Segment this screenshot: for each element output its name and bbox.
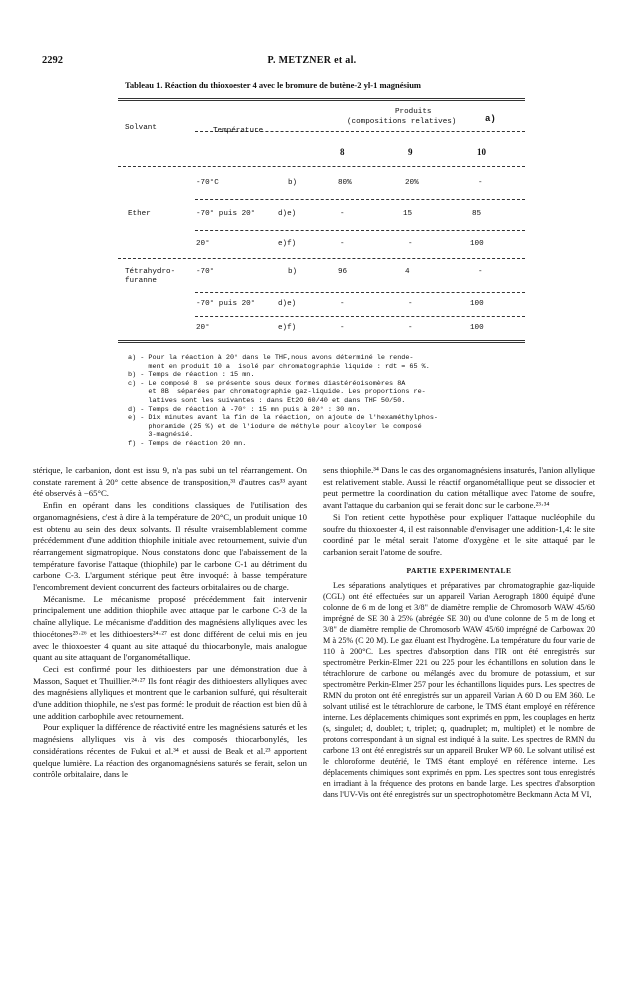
cell-temp: -70°C — [196, 179, 219, 187]
paragraph: Pour expliquer la différence de réactivité entre les magnésiens saturés et les magnésiens allyliques vis à vis des composés thiocarbonylés, les considérations récentes de Fukui et al.³⁴ et aussi de Beak et al.²³ apportent quelque lumière. La réaction des organomagnésiens saturés se ferait, selon un contrôle orbitalaire, dans le — [33, 722, 307, 780]
cell-v10: - — [478, 268, 483, 276]
header-produits: Produits — [395, 108, 432, 116]
cell-temp: 20° — [196, 324, 210, 332]
cell-v9: 15 — [403, 210, 413, 218]
paragraph: Mécanisme. Le mécanisme proposé précédemment fait intervenir principalement une addition thiophile avec attaque par le carbone C-3 de la chaîne allylique. Le mécanisme d'addition des magnésiens allyliques avec les thiocétones²⁵·²⁶ et les dithioesters²⁴·²⁷ est donc différent de celui mis en jeu avec le thioxoester 4 quant au site attaqué du thiocarbonyle, mais analogue quant au site attaquant de l'organométallique. — [33, 593, 307, 663]
header-compositions: (compositions relatives) — [347, 118, 457, 126]
header-product-10: 10 — [477, 147, 486, 157]
paragraph: stérique, le carbanion, dont est issu 9, n'a pas subi un tel réarrangement. On constate rarement à 20° cette absence de transposition,³¹ d'autres cas³³ ayant été observés à −65°C. — [33, 465, 307, 499]
cell-solvent-cont: furanne — [125, 277, 157, 285]
cell-v8: - — [340, 300, 345, 308]
cell-v10: 85 — [472, 210, 482, 218]
cell-v10: 100 — [470, 324, 484, 332]
cell-temp: -70° puis 20° — [196, 300, 256, 308]
section-heading: PARTIE EXPERIMENTALE — [406, 565, 512, 575]
body-column-left — [33, 465, 307, 781]
cell-note: d)e) — [278, 210, 297, 218]
paragraph: sens thiophile.³⁴ Dans le cas des organomagnésiens insaturés, l'anion allylique est relativement stable. Aussi le réactif organométallique peut se dissocier et peut permettre la coordination du cation métallique avec l'atome de soufre, avant l'attaque du carbanion qui se ferait donc sur le carbone.²³·³⁴ — [323, 465, 595, 511]
cell-v8: 80% — [338, 179, 352, 187]
cell-v9: - — [408, 324, 413, 332]
table-title: Tableau 1. Réaction du thioxoester 4 avec le bromure de butène-2 yl-1 magnésium — [125, 80, 421, 90]
experimental-paragraph: Les séparations analytiques et préparatives par chromatographie gaz-liquide (CGL) ont été effectuées sur un appareil Varian Aerograph 1800 équipé d'une colonne de 6 m de long et 3/8" de diamètre remplie de Chromosorb WAW 45/60 imprégné de SE 30 à 25% (abrégée SE 30) ou d'une colonne de 5 m de long et 3/8" de diamètre remplie de Chromosorb WAW 45/60 imprégné de Carbowax 20 M à 25% (C 20 M). Le gaz éluant est l'hydrogène. La température du four varie de 110 à 200°C. Les spectres d'absorption dans l'IR ont été enregistrés sur spectromètre Perkin-Elmer 221 ou 225 pour les échantillons en solution dans le tétrachlorure de carbone ou mélangés avec du bromure de potassium, et sur spectromètre Perkin-Elmer 257 pour les échantillons liquides purs. Les spectres de RMN du proton ont été enregistrés sur un appareil Varian A 60 D ou EM 360. Le solvant utilisé est le tétrachlorure de carbone, le TMS étant employé en référence interne. Les déplacements chimiques sont exprimés en ppm, les couplages en hertz (s, singulet; d, doublet; t, triplet; q, quadruplet; m, multiplet) et le nombre de protons correspondant à un signal est indiqué à la suite. Les spectres de RMN du carbone 13 ont été enregistrés sur un appareil Bruker WP 60. Le solvant utilisé est le chloroforme deutérié, le TMS étant employé en référence interne. Les déplacements chimiques sont exprimés en ppm. Les spectres sont tous enregistrés en irradiant à la fréquence des protons en bande large. Les spectres d'absorption dans l'UV-Vis ont été enregistrés sur un spectrophotomètre Beckmann Acta M VI, — [323, 581, 595, 800]
cell-v8: - — [340, 210, 345, 218]
cell-note: d)e) — [278, 300, 297, 308]
cell-v9: 20% — [405, 179, 419, 187]
body-column-right — [323, 465, 595, 800]
table-bottom-rule — [118, 340, 525, 343]
cell-v8: 96 — [338, 268, 348, 276]
cell-v10: - — [478, 179, 483, 187]
cell-v9: - — [408, 300, 413, 308]
cell-v10: 100 — [470, 240, 484, 248]
cell-v9: - — [408, 240, 413, 248]
paragraph: Si l'on retient cette hypothèse pour expliquer l'attaque nucléophile du soufre du thioxoester 4, il est raisonnable d'envisager une addition-1,4: le site coordiné par le métal serait l'atome d'oxygène et le site attaqué par le carbanion serait l'atome de soufre. — [323, 511, 595, 557]
cell-temp: -70° puis 20° — [196, 210, 256, 218]
row-rule — [195, 230, 525, 231]
cell-note: b) — [288, 179, 298, 187]
cell-temp: 20° — [196, 240, 210, 248]
table-subheader-rule — [118, 166, 525, 167]
header-solvant: Solvant — [125, 124, 157, 132]
cell-note: e)f) — [278, 240, 297, 248]
cell-temp: -70° — [196, 268, 215, 276]
table-mid-rule — [118, 258, 525, 259]
row-rule — [195, 292, 525, 293]
cell-v9: 4 — [405, 268, 410, 276]
cell-v10: 100 — [470, 300, 484, 308]
paragraph: Enfin en opérant dans les conditions classiques de l'utilisation des organomagnésiens, c'est à dire à la température de 20°C, un produit unique 10 est obtenu au sein des deux solvants. Il résulte vraisemblablement comme précédemment d'une addition thiophile initiale avec retournement, suivie d'un réarrangement sigmatropique. Nous constatons donc que l'abaissement de la température favorise l'attaque (thiophile) par le carbone C-1 au détriment du carbone C-3. L'argument stérique peut être invoqué: à basse température l'encombrement devient concurrent des facteurs orbitalaires ou de charge. — [33, 500, 307, 593]
header-product-8: 8 — [340, 147, 345, 157]
row-rule — [195, 316, 525, 317]
cell-v8: - — [340, 240, 345, 248]
running-head: P. METZNER et al. — [267, 55, 357, 66]
cell-solvent: Ether — [128, 210, 151, 218]
paragraph: Ceci est confirmé pour les dithioesters par une démonstration due à Masson, Saquet et Thuillier.²⁴·²⁷ Ils font réagir des dithioesters allyliques avec des magnésiens allyliques et montrent que le carbanion sulfuré, qui résulterait d'une addition thiophile, ne s'est pas formé: le produit de réaction est bien dû à une addition carbophile avec retournement. — [33, 663, 307, 721]
row-rule — [195, 199, 525, 200]
cell-note: e)f) — [278, 324, 297, 332]
header-temperature: Température — [213, 127, 264, 135]
cell-v8: - — [340, 324, 345, 332]
cell-note: b) — [288, 268, 298, 276]
header-product-9: 9 — [408, 147, 413, 157]
cell-solvent: Tétrahydro- — [125, 268, 176, 276]
header-compositions-note: a) — [485, 114, 496, 124]
page-number: 2292 — [42, 55, 63, 66]
table-top-rule — [118, 98, 525, 101]
table-footnotes: a) - Pour la réaction à 20° dans le THF,nous avons déterminé le rende- ment en produit 10 a isolé par chromatographie liquide : rdt = 65 %. b) - Temps de réaction : 15 mn. c) - Le composé 8 se présente sous deux formes diastéréoisomères 8A et 8B séparées par chromatographie gaz-liquide. Les proportions re- latives sont les suivantes : dans Et2O 60/40 et dans THF 50/50. d) - Temps de réaction à -70° : 15 mn puis à 20° : 30 mn. e) - Dix minutes avant la fin de la réaction, on ajoute de l'hexaméthylphos- phoramide (25 %) et de l'iodure de méthyle pour alcoyler le composé 3-magnésié. f) - Temps de réaction 20 mn. — [128, 354, 438, 448]
